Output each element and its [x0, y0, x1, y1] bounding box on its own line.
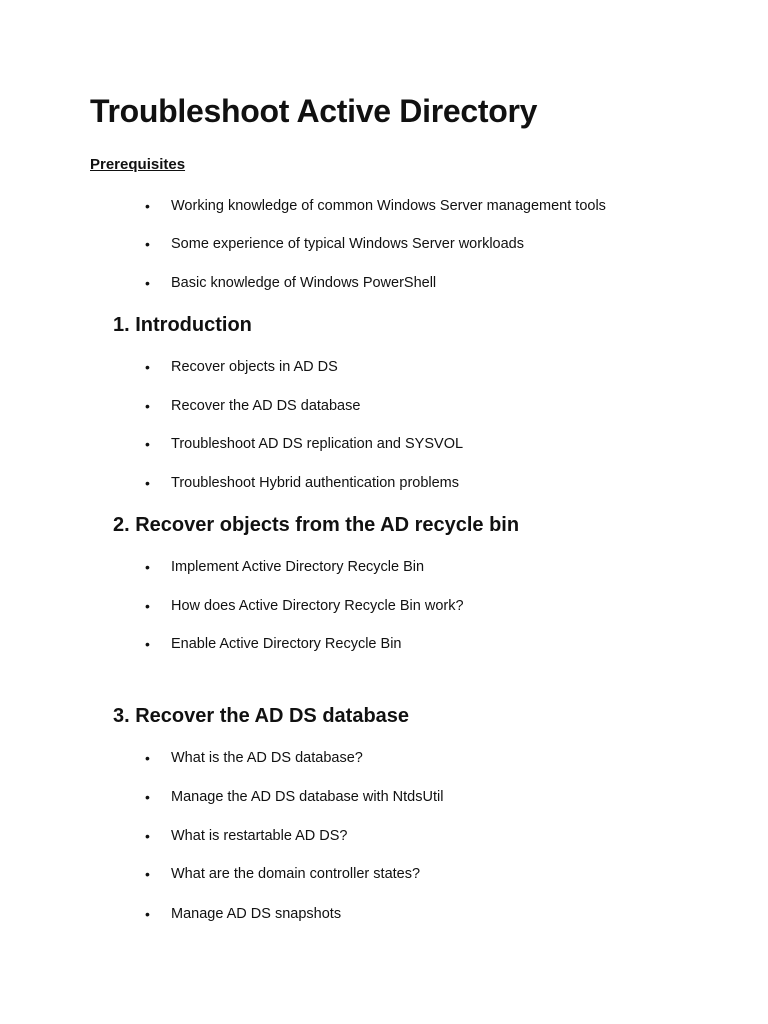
bullet-icon: •: [145, 275, 150, 291]
bullet-icon: •: [145, 750, 150, 766]
list-item: [145, 557, 424, 577]
list-item-text: Troubleshoot AD DS replication and SYSVOL: [171, 436, 464, 452]
list-item: [145, 273, 436, 293]
list-item-text: Some experience of typical Windows Server workloads: [171, 236, 524, 252]
list-item: [145, 787, 443, 807]
list-item-text: Working knowledge of common Windows Server management tools: [171, 198, 606, 214]
bullet-icon: •: [145, 198, 150, 214]
bullet-icon: •: [145, 436, 150, 452]
list-item-text: What is restartable AD DS?: [171, 828, 348, 844]
list-item-text: Manage AD DS snapshots: [171, 906, 342, 922]
bullet-icon: •: [145, 475, 150, 491]
list-item: [145, 196, 606, 216]
list-item: [145, 904, 341, 924]
section-heading: 1. Introduction: [113, 314, 252, 336]
section-heading: 3. Recover the AD DS database: [113, 705, 410, 727]
list-item-text: Troubleshoot Hybrid authentication problems: [171, 475, 460, 491]
bullet-icon: •: [145, 906, 150, 922]
list-item: [145, 826, 348, 846]
bullet-icon: •: [145, 866, 150, 882]
list-item: [145, 357, 338, 377]
list-item-text: Basic knowledge of Windows PowerShell: [171, 275, 437, 291]
bullet-icon: •: [145, 636, 150, 652]
document-title: Troubleshoot Active Directory: [90, 93, 538, 129]
list-item: [145, 864, 420, 884]
list-item: [145, 748, 363, 768]
bullet-icon: •: [145, 598, 150, 614]
bullet-icon: •: [145, 398, 150, 414]
list-item-text: Enable Active Directory Recycle Bin: [171, 636, 402, 652]
section-heading: 2. Recover objects from the AD recycle bin: [113, 514, 520, 536]
list-item-text: Implement Active Directory Recycle Bin: [171, 559, 425, 575]
list-item-text: Manage the AD DS database with NtdsUtil: [171, 789, 444, 805]
list-item: [145, 634, 402, 654]
list-item-text: Recover objects in AD DS: [171, 359, 338, 375]
prerequisites-heading: Prerequisites: [90, 156, 186, 173]
bullet-icon: •: [145, 359, 150, 375]
bullet-icon: •: [145, 559, 150, 575]
list-item-text: What is the AD DS database?: [171, 750, 363, 766]
list-item-text: What are the domain controller states?: [171, 866, 421, 882]
bullet-icon: •: [145, 828, 150, 844]
list-item: [145, 596, 464, 616]
list-item-text: Recover the AD DS database: [171, 398, 361, 414]
list-item: [145, 473, 459, 493]
list-item: [145, 234, 524, 254]
list-item: [145, 396, 360, 416]
list-item-text: How does Active Directory Recycle Bin work?: [171, 598, 464, 614]
bullet-icon: •: [145, 789, 150, 805]
list-item: [145, 434, 463, 454]
bullet-icon: •: [145, 236, 150, 252]
